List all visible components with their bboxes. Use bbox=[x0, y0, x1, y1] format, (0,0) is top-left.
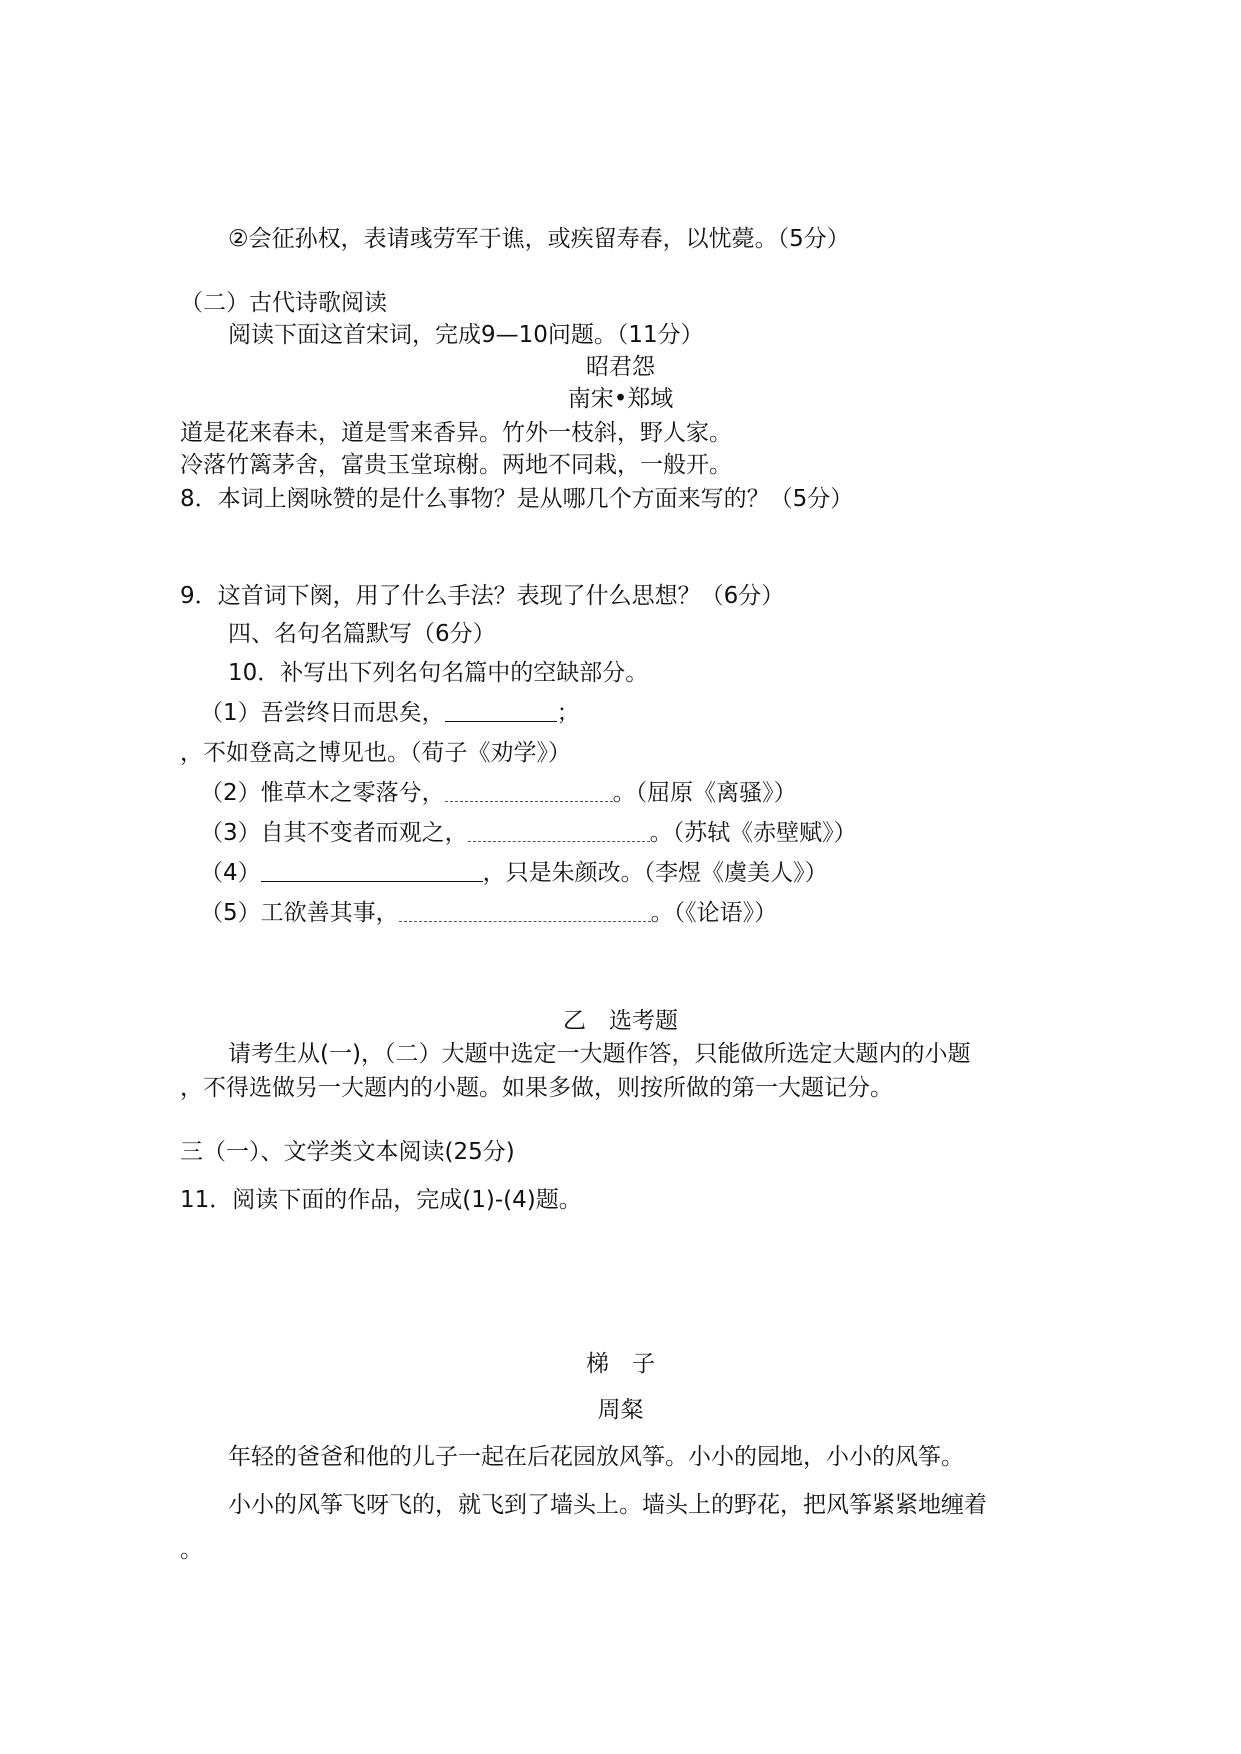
section-2-intro: 阅读下面这首宋词，完成9—10问题。（11分） bbox=[228, 322, 704, 348]
fill-blank-2[interactable] bbox=[445, 779, 613, 802]
poem-author: 南宋•郑域 bbox=[567, 386, 674, 412]
fill-blank-3[interactable] bbox=[468, 819, 650, 842]
part-b-title: 乙 选考题 bbox=[563, 1008, 678, 1034]
question-8: 8．本词上阕咏赞的是什么事物？是从哪几个方面来写的？（5分） bbox=[180, 486, 854, 512]
story-paragraph-1: 年轻的爸爸和他的儿子一起在后花园放风筝。小小的园地，小小的风筝。 bbox=[228, 1444, 964, 1470]
story-title: 梯 子 bbox=[586, 1351, 655, 1377]
fill-item-1-continued: ，不如登高之博见也。（荀子《劝学》） bbox=[180, 740, 571, 766]
fill-item-1 bbox=[200, 698, 580, 728]
story-paragraph-2-end: 。 bbox=[180, 1537, 203, 1563]
section-3-title: 三（一）、文学类文本阅读(25分) bbox=[180, 1139, 515, 1165]
fill-item-5 bbox=[200, 898, 777, 928]
fill-item-5-text: （5）工欲善其事， bbox=[200, 900, 399, 926]
fill-item-1-text: （1）吾尝终日而思矣， bbox=[200, 700, 445, 726]
fill-item-5-end: 。（《论语》） bbox=[650, 900, 778, 926]
fill-item-2 bbox=[200, 778, 797, 808]
poem-title: 昭君怨 bbox=[586, 354, 655, 380]
fill-item-4-text: （4） bbox=[200, 860, 261, 886]
fill-item-4-end: ，只是朱颜改。（李煜《虞美人》） bbox=[482, 860, 828, 886]
fill-blank-1[interactable] bbox=[445, 699, 557, 722]
poem-line-2: 冷落竹篱茅舍，富贵玉堂琼榭。两地不同栽，一般开。 bbox=[180, 452, 732, 478]
part-b-intro-line-1: 请考生从(一)，（二）大题中选定一大题作答，只能做所选定大题内的小题 bbox=[228, 1041, 971, 1067]
part-b-intro-line-2: ，不得选做另一大题内的小题。如果多做，则按所做的第一大题记分。 bbox=[180, 1075, 893, 1101]
question-7-2: ②会征孙权，表请彧劳军于谯，或疾留寿春，以忧薨。（5分） bbox=[228, 226, 850, 252]
fill-item-3 bbox=[200, 818, 857, 848]
fill-item-2-text: （2）惟草木之零落兮， bbox=[200, 780, 445, 806]
fill-item-1-end: ； bbox=[556, 700, 580, 726]
story-author: 周粲 bbox=[597, 1397, 644, 1423]
question-9: 9．这首词下阕，用了什么手法？表现了什么思想？（6分） bbox=[180, 583, 785, 609]
question-10: 10．补写出下列名句名篇中的空缺部分。 bbox=[228, 660, 649, 686]
fill-blank-4[interactable] bbox=[261, 859, 483, 882]
story-paragraph-2: 小小的风筝飞呀飞的，就飞到了墙头上。墙头上的野花，把风筝紧紧地缠着 bbox=[228, 1492, 987, 1518]
fill-item-4 bbox=[200, 858, 828, 888]
fill-item-3-end: 。（苏轼《赤壁赋》） bbox=[649, 820, 857, 846]
section-2-title: （二）古代诗歌阅读 bbox=[180, 290, 387, 316]
poem-line-1: 道是花来春未，道是雪来香异。竹外一枝斜，野人家。 bbox=[180, 420, 732, 446]
section-4-title: 四、名句名篇默写（6分） bbox=[228, 621, 496, 647]
fill-item-2-end: 。（屈原《离骚》） bbox=[612, 780, 797, 806]
fill-item-3-text: （3）自其不变者而观之， bbox=[200, 820, 468, 846]
question-11: 11．阅读下面的作品，完成(1)-(4)题。 bbox=[180, 1187, 582, 1213]
fill-blank-5[interactable] bbox=[399, 899, 651, 922]
